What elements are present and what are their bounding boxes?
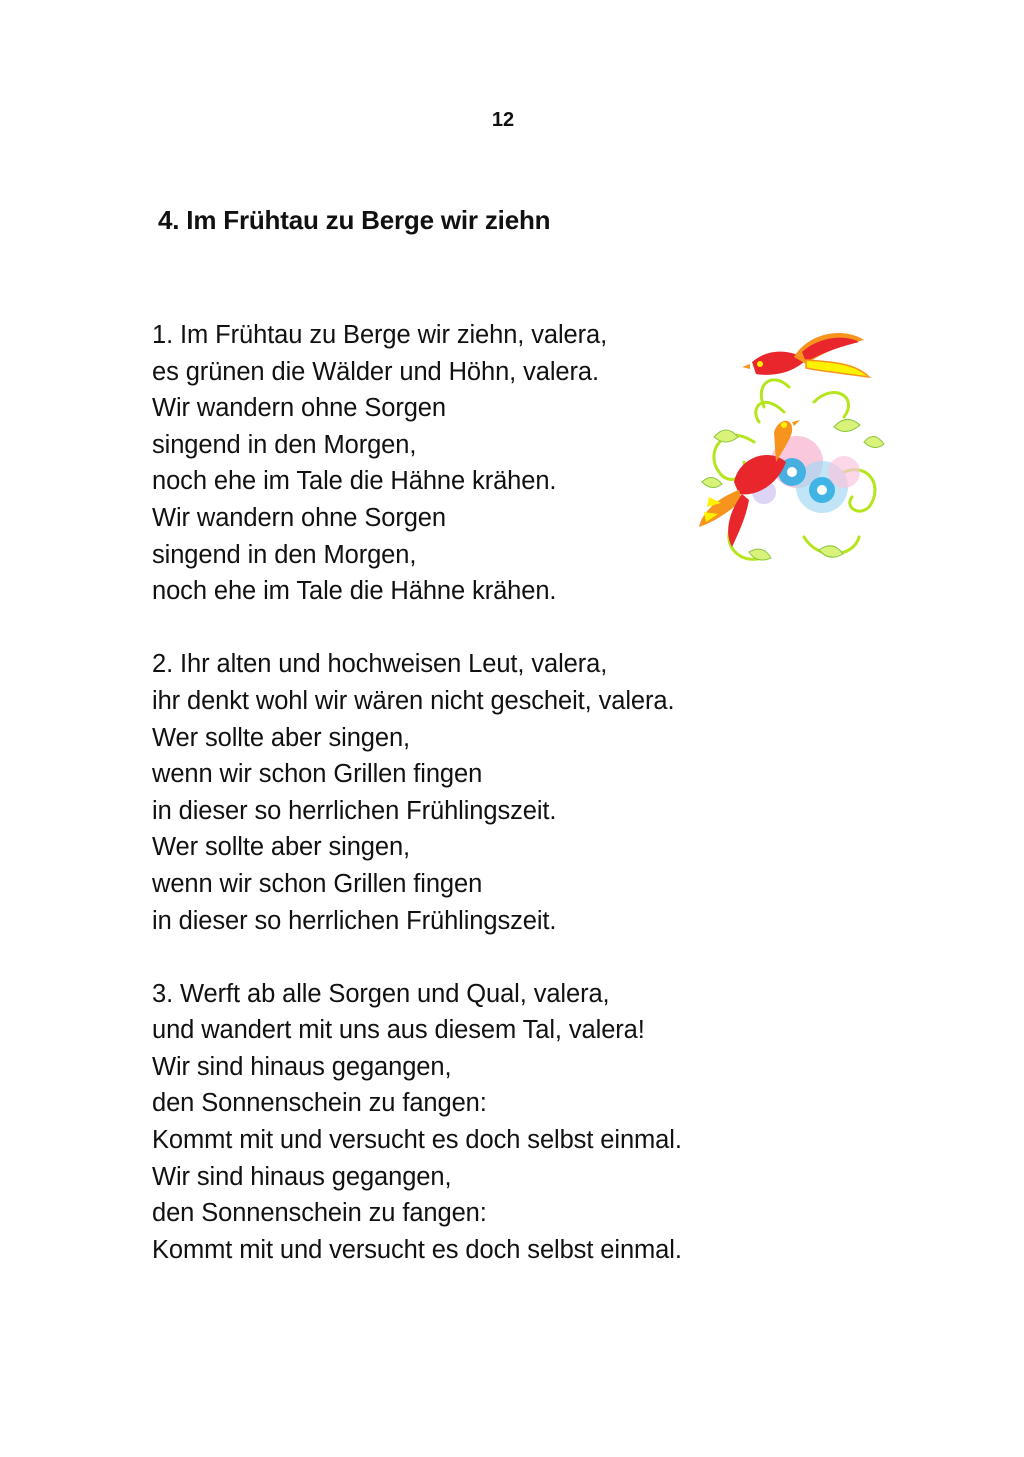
lyric-line: 3. Werft ab alle Sorgen und Qual, valera,: [152, 979, 610, 1008]
song-title: 4. Im Frühtau zu Berge wir ziehn: [158, 205, 551, 235]
birds-flowers-illustration: [694, 322, 890, 572]
lyric-line: singend in den Morgen,: [152, 430, 417, 459]
lyric-line: 1. Im Frühtau zu Berge wir ziehn, valera,: [152, 321, 608, 349]
flying-bird: [742, 333, 869, 377]
lyric-line: noch ehe im Tale die Hähne krähen.: [152, 467, 557, 496]
lyric-line: wenn wir schon Grillen fingen: [152, 869, 483, 898]
lyric-line: den Sonnenschein zu fangen:: [152, 1089, 487, 1118]
lyric-line: Wer sollte aber singen,: [152, 723, 411, 752]
lyric-line: singend in den Morgen,: [152, 540, 417, 569]
lyric-line: Wir sind hinaus gegangen,: [152, 1052, 452, 1081]
lyric-line: noch ehe im Tale die Hähne krähen.: [152, 577, 557, 606]
lyric-line: Wer sollte aber singen,: [152, 833, 411, 862]
lyric-line: 2. Ihr alten und hochweisen Leut, valera,: [152, 650, 608, 679]
page-number: 12: [491, 109, 515, 131]
lyric-line: und wandert mit uns aus diesem Tal, valera!: [152, 1016, 645, 1045]
stanza-3: [152, 976, 792, 1269]
lyric-line: den Sonnenschein zu fangen:: [152, 1199, 487, 1228]
lyric-line: wenn wir schon Grillen fingen: [152, 760, 483, 789]
lyric-line: Wir wandern ohne Sorgen: [152, 503, 446, 532]
lyric-line: es grünen die Wälder und Höhn, valera.: [152, 357, 599, 386]
lyric-line: Kommt mit und versucht es doch selbst einmal.: [152, 1235, 682, 1264]
lyric-line: Wir wandern ohne Sorgen: [152, 394, 446, 423]
stanza-2: [152, 646, 792, 939]
lyric-line: Wir sind hinaus gegangen,: [152, 1162, 452, 1191]
lyric-line: in dieser so herrlichen Frühlingszeit.: [152, 906, 557, 935]
lyric-line: ihr denkt wohl wir wären nicht gescheit, valera.: [152, 686, 675, 715]
lyric-line: in dieser so herrlichen Frühlingszeit.: [152, 796, 557, 825]
lyric-line: Kommt mit und versucht es doch selbst einmal.: [152, 1126, 682, 1155]
